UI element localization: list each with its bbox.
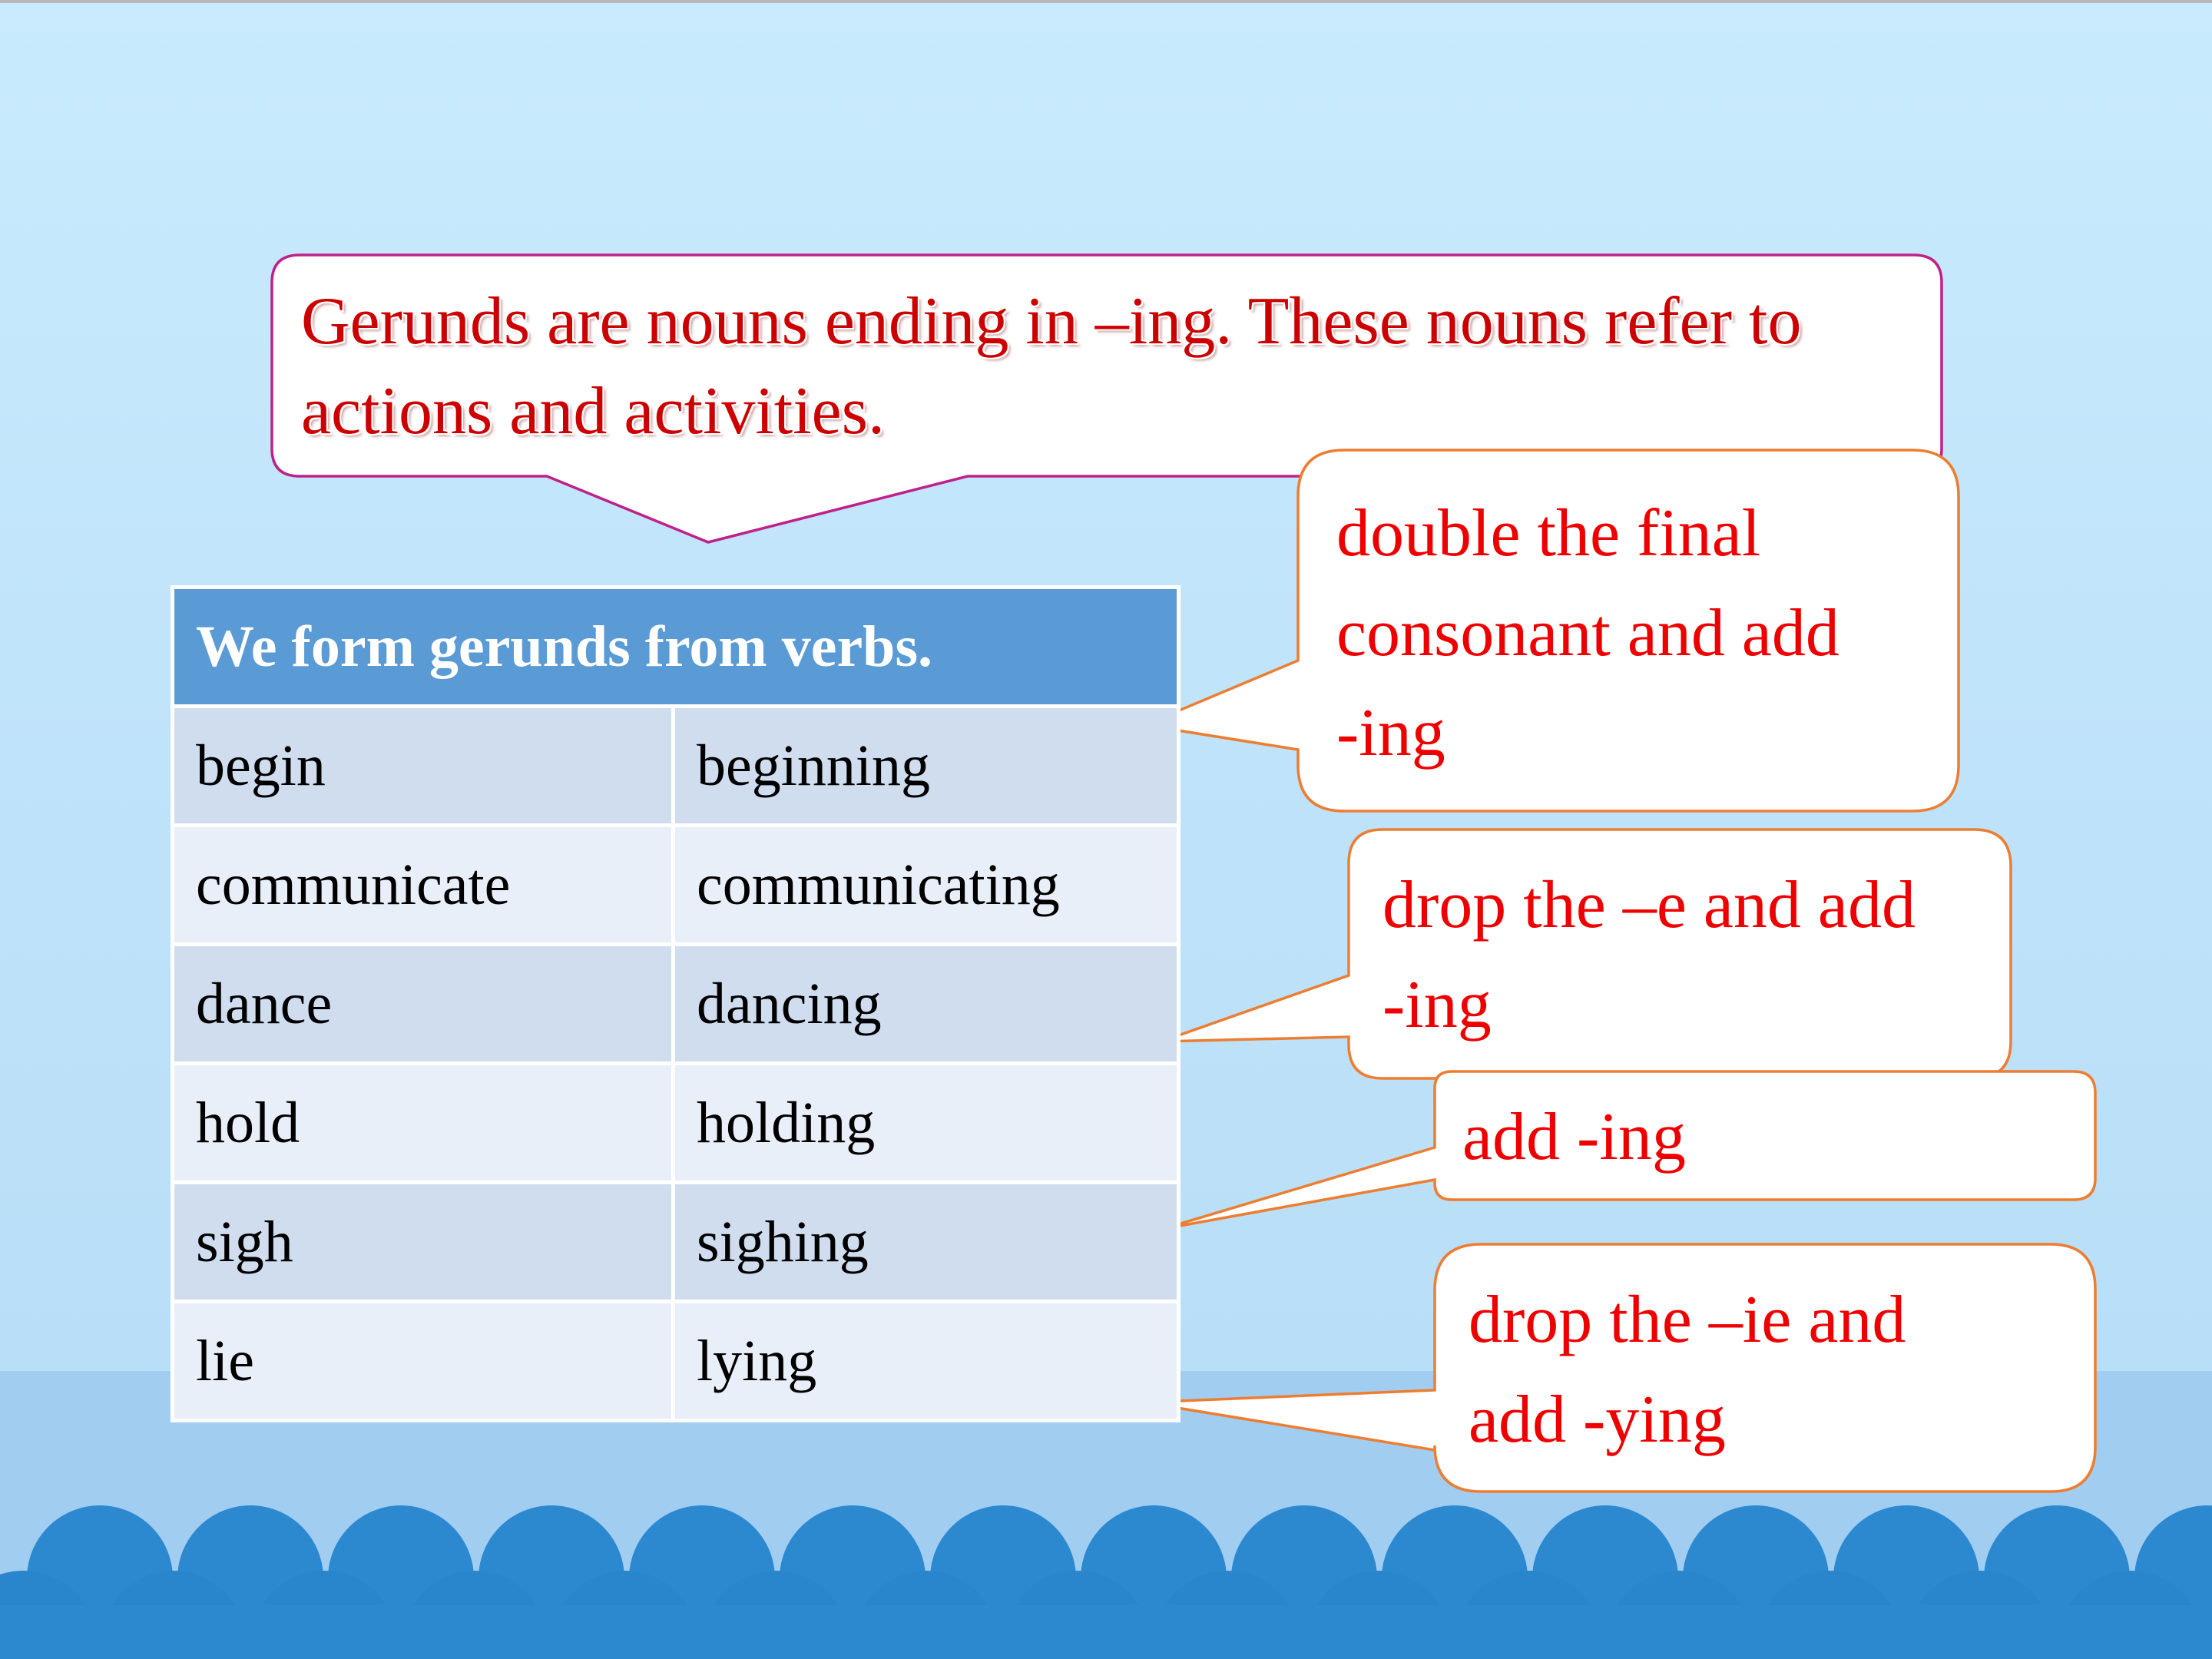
gerund-cell: holding — [674, 1064, 1179, 1183]
verb-cell: sigh — [173, 1183, 674, 1302]
callout-line: double the final — [1336, 496, 1761, 571]
gerund-table — [171, 585, 1181, 1422]
table-row — [173, 707, 1179, 826]
gerund-cell: lying — [674, 1302, 1179, 1421]
callout-line: drop the –ie and — [1469, 1283, 1906, 1357]
verb-cell: begin — [173, 707, 674, 826]
callout-line: add -ing — [1462, 1100, 1686, 1174]
callout-drop-ie-text — [1469, 1270, 1906, 1470]
gerund-cell: sighing — [674, 1183, 1179, 1302]
gerund-cell: beginning — [674, 707, 1179, 826]
callout-add-ing-text — [1462, 1088, 1686, 1187]
verb-cell: dance — [173, 945, 674, 1064]
callout-line: add -ying — [1469, 1382, 1726, 1457]
callout-drop-e-text — [1382, 856, 1916, 1055]
table-row — [173, 1302, 1179, 1421]
gerund-cell: dancing — [674, 945, 1179, 1064]
definition-text: Gerunds are nouns ending in –ing. These nouns refer to actions and activities. — [301, 284, 1802, 449]
table-header-row — [173, 588, 1179, 707]
callout-line: -ing — [1336, 696, 1445, 770]
gerund-cell: communicating — [674, 826, 1179, 945]
callout-line: -ing — [1382, 968, 1492, 1042]
callout-line: consonant and add — [1336, 596, 1839, 671]
table-row — [173, 1064, 1179, 1183]
verb-cell: hold — [173, 1064, 674, 1183]
verb-cell: communicate — [173, 826, 674, 945]
table-row — [173, 945, 1179, 1064]
table-row — [173, 1183, 1179, 1302]
verb-cell: lie — [173, 1302, 674, 1421]
table-header: We form gerunds from verbs. — [173, 588, 1179, 707]
callout-line: drop the –e and add — [1382, 868, 1916, 942]
table-row — [173, 826, 1179, 945]
callout-double-text — [1336, 484, 1839, 783]
